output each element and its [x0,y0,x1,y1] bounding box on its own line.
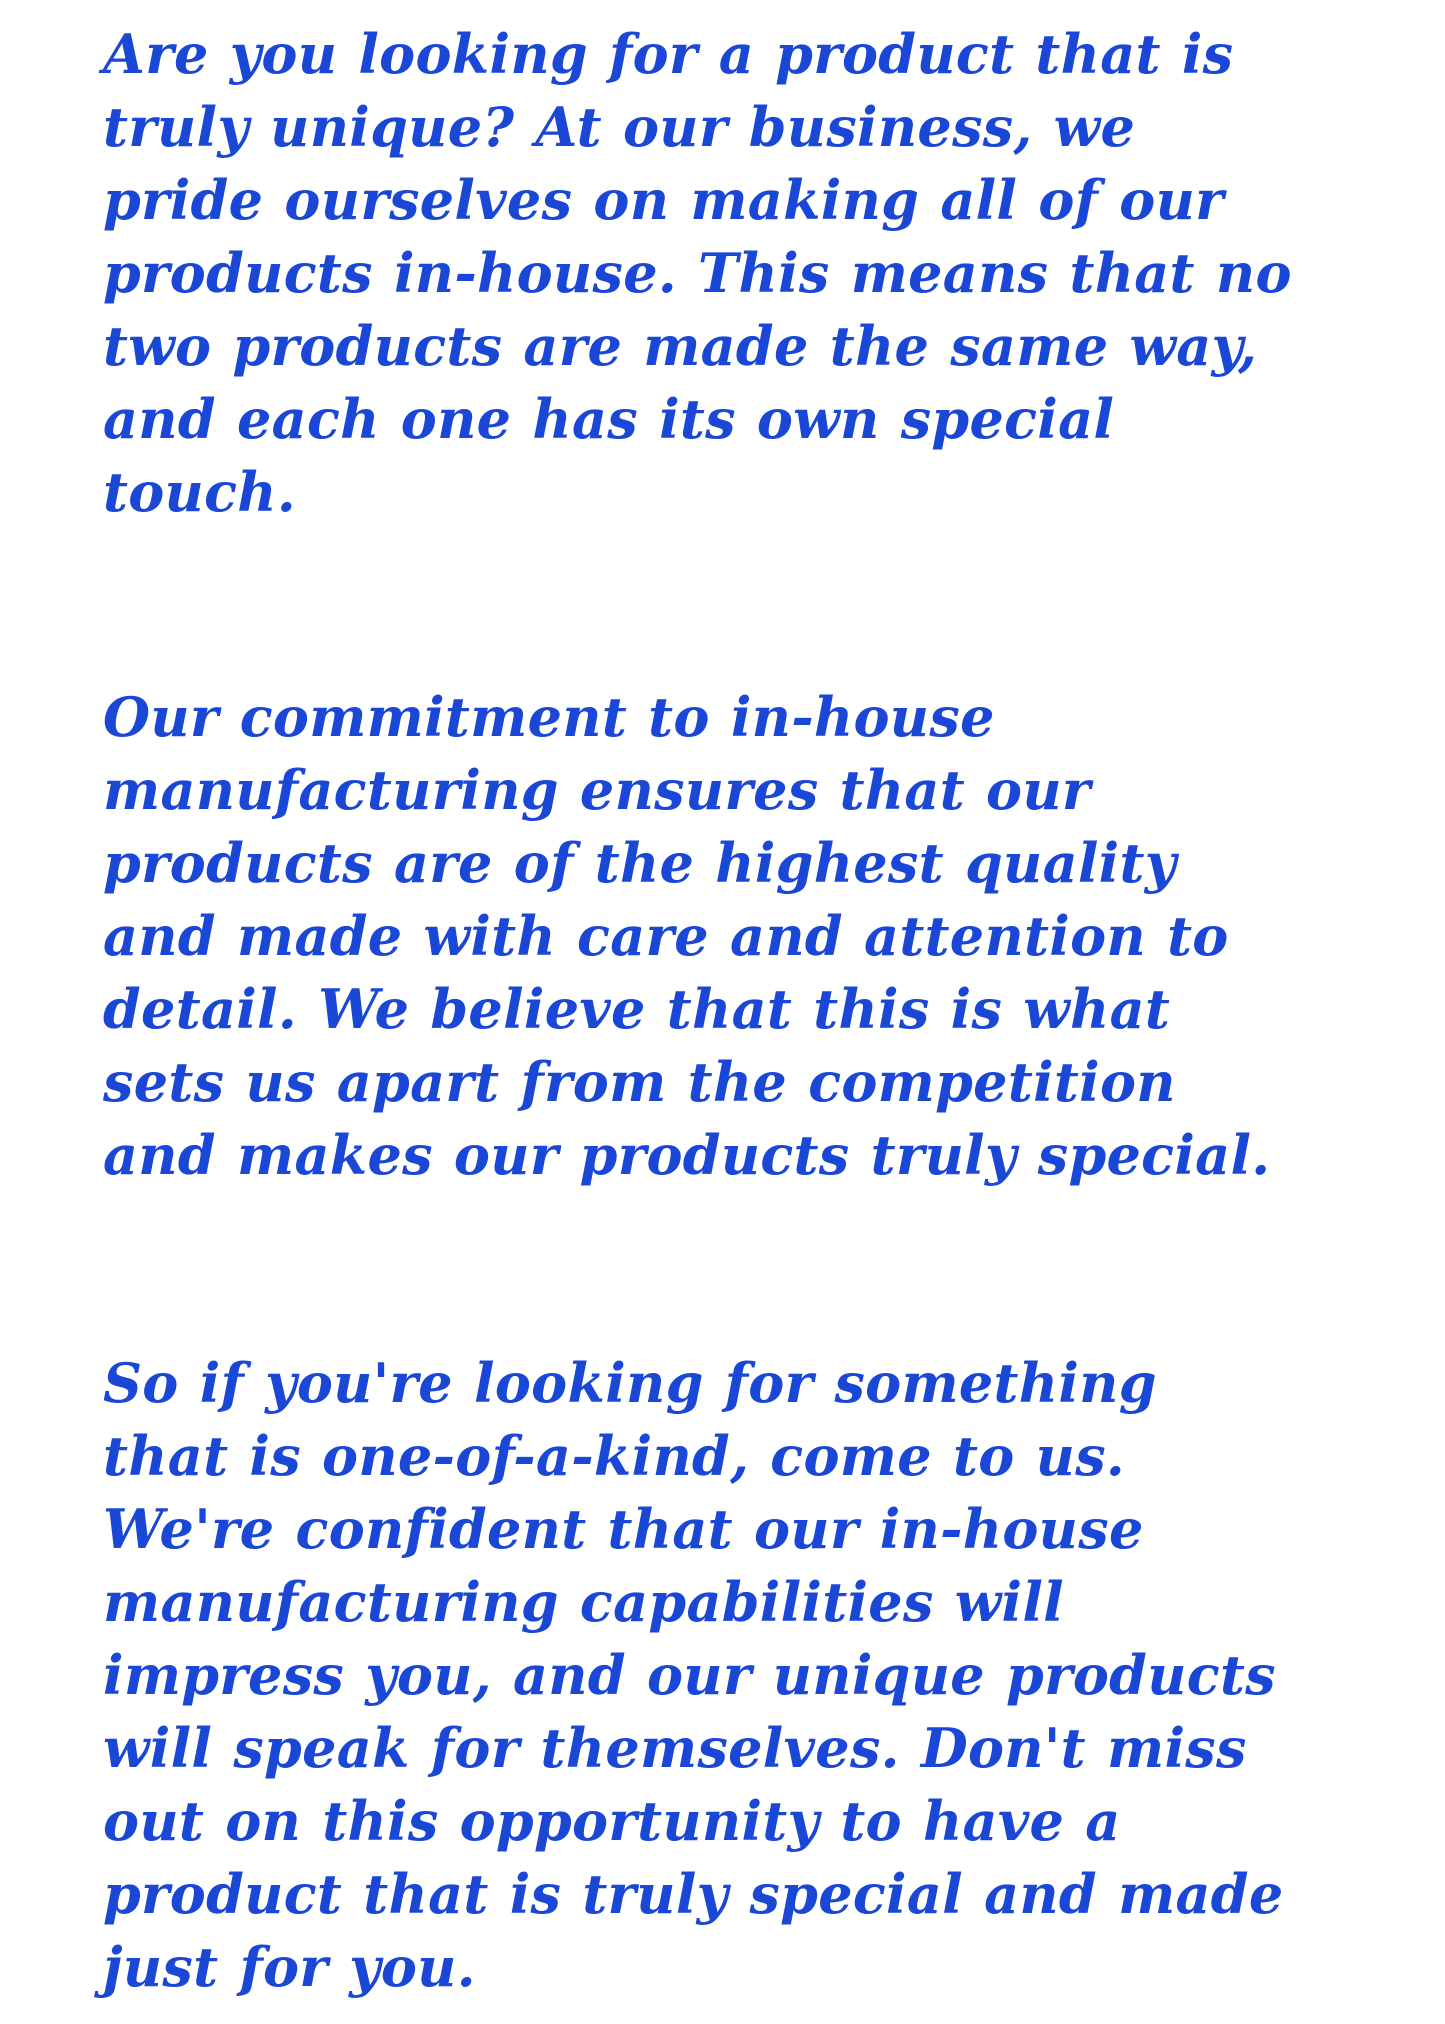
paragraph-3: So if you're looking for something that is one-of-a-kind, come to us. We're confident that our in-house manufacturing capabilities will impress you, and our unique products will speak for themselves. Don't miss out on this opportunity to have a product that is truly special and made just for you. [103,1351,1284,1999]
paragraph-1: Are you looking for a product that is truly unique? At our business, we pride ourselves on making all of our products in-house. This means that no two products are made the same way, and each one has its own special touch. [103,22,1292,524]
paragraph-2: Our commitment to in-house manufacturing ensures that our products are of the highest quality and made with care and attention to detail. We believe that this is what sets us apart from the competition and makes our products truly special. [103,685,1271,1187]
